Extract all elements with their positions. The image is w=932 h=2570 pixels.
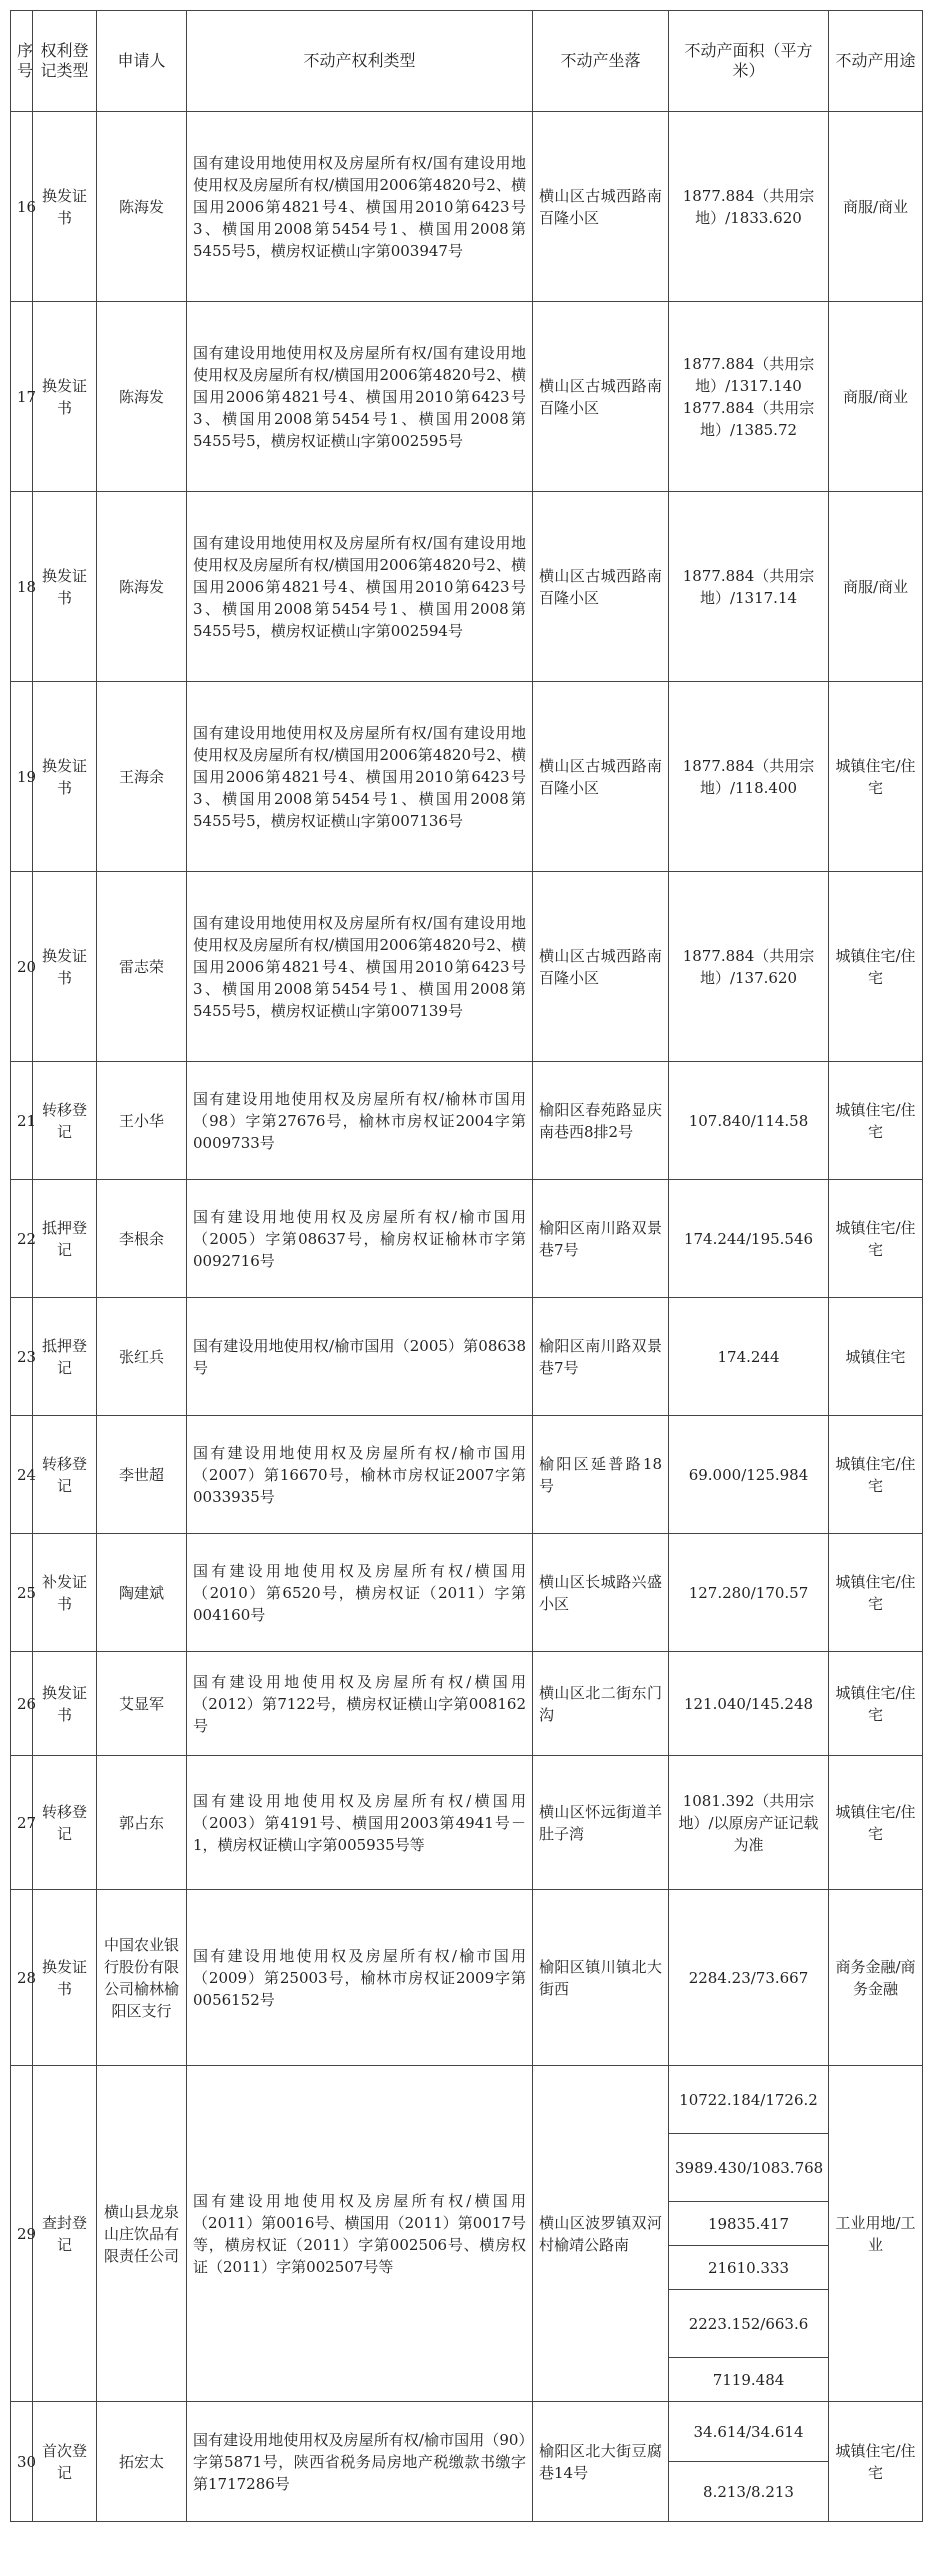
row-no: 19 [11,682,33,872]
right-type: 国有建设用地使用权及房屋所有权/横国用（2003）第4191号、横国用2003第4941号－1，横房权证横山字第005935号等 [187,1756,533,1890]
table-row [11,2402,923,2462]
area: 1877.884（共用宗地）/137.620 [669,872,829,1062]
usage: 商务金融/商务金融 [829,1890,923,2066]
table-row [11,1534,923,1652]
header-right-type: 不动产权利类型 [187,11,533,112]
table-row [11,1756,923,1890]
table-row [11,2066,923,2134]
usage: 城镇住宅/住宅 [829,1756,923,1890]
area: 2284.23/73.667 [669,1890,829,2066]
table-row [11,872,923,1062]
reg-type: 换发证书 [33,872,97,1062]
location: 榆阳区延普路18号 [533,1416,669,1534]
table-row [11,1652,923,1756]
area: 121.040/145.248 [669,1652,829,1756]
reg-type: 转移登记 [33,1756,97,1890]
header-reg-type: 权利登记类型 [33,11,97,112]
location: 横山区怀远街道羊肚子湾 [533,1756,669,1890]
applicant: 王海余 [97,682,187,872]
applicant: 中国农业银行股份有限公司榆林榆阳区支行 [97,1890,187,2066]
area: 174.244 [669,1298,829,1416]
applicant: 陈海发 [97,302,187,492]
applicant: 艾显军 [97,1652,187,1756]
applicant: 陶建斌 [97,1534,187,1652]
usage: 商服/商业 [829,492,923,682]
location: 横山区古城西路南百隆小区 [533,872,669,1062]
header-location: 不动产坐落 [533,11,669,112]
usage: 城镇住宅/住宅 [829,872,923,1062]
location: 横山区长城路兴盛小区 [533,1534,669,1652]
table-row [11,1062,923,1180]
usage: 工业用地/工业 [829,2066,923,2402]
row-no: 29 [11,2066,33,2402]
table-row [11,112,923,302]
usage: 城镇住宅/住宅 [829,1652,923,1756]
applicant: 李根余 [97,1180,187,1298]
applicant: 张红兵 [97,1298,187,1416]
row-no: 16 [11,112,33,302]
usage: 城镇住宅/住宅 [829,682,923,872]
usage: 商服/商业 [829,302,923,492]
area: 1877.884（共用宗地）/1317.140 1877.884（共用宗地）/1385.72 [669,302,829,492]
right-type: 国有建设用地使用权及房屋所有权/榆市国用（2009）第25003号，榆林市房权证2009字第0056152号 [187,1890,533,2066]
right-type: 国有建设用地使用权及房屋所有权/国有建设用地使用权及房屋所有权/横国用2006第4820号2、横国用2006第4821号4、横国用2010第6423号3、横国用2008第5454号1、横国用2008第5455号5，横房权证横山字第003947号 [187,112,533,302]
area: 1877.884（共用宗地）/1317.14 [669,492,829,682]
usage: 城镇住宅/住宅 [829,1534,923,1652]
area-sub: 19835.417 [669,2202,829,2246]
right-type: 国有建设用地使用权/榆市国用（2005）第08638号 [187,1298,533,1416]
right-type: 国有建设用地使用权及房屋所有权/国有建设用地使用权及房屋所有权/横国用2006第4820号2、横国用2006第4821号4、横国用2010第6423号3、横国用2008第5454号1、横国用2008第5455号5，横房权证横山字第007136号 [187,682,533,872]
location: 榆阳区南川路双景巷7号 [533,1298,669,1416]
table-row [11,1416,923,1534]
table-row [11,682,923,872]
usage: 城镇住宅/住宅 [829,2402,923,2522]
reg-type: 首次登记 [33,2402,97,2522]
reg-type: 换发证书 [33,302,97,492]
registry-table [10,10,923,2522]
row-no: 30 [11,2402,33,2522]
header-row [11,11,923,112]
applicant: 李世超 [97,1416,187,1534]
applicant: 陈海发 [97,492,187,682]
right-type: 国有建设用地使用权及房屋所有权/国有建设用地使用权及房屋所有权/横国用2006第4820号2、横国用2006第4821号4、横国用2010第6423号3、横国用2008第5454号1、横国用2008第5455号5，横房权证横山字第007139号 [187,872,533,1062]
area-sub: 8.213/8.213 [669,2462,829,2522]
right-type: 国有建设用地使用权及房屋所有权/榆市国用（90）字第5871号，陕西省税务局房地产税缴款书缴字第1717286号 [187,2402,533,2522]
usage: 城镇住宅/住宅 [829,1062,923,1180]
area: 69.000/125.984 [669,1416,829,1534]
location: 榆阳区镇川镇北大街西 [533,1890,669,2066]
reg-type: 换发证书 [33,1890,97,2066]
row-no: 27 [11,1756,33,1890]
usage: 城镇住宅/住宅 [829,1416,923,1534]
row-no: 18 [11,492,33,682]
area: 107.840/114.58 [669,1062,829,1180]
usage: 城镇住宅/住宅 [829,1180,923,1298]
location: 横山区古城西路南百隆小区 [533,682,669,872]
usage: 商服/商业 [829,112,923,302]
applicant: 郭占东 [97,1756,187,1890]
header-no: 序号 [11,11,33,112]
area: 1877.884（共用宗地）/118.400 [669,682,829,872]
location: 榆阳区南川路双景巷7号 [533,1180,669,1298]
row-no: 28 [11,1890,33,2066]
table-row [11,492,923,682]
reg-type: 转移登记 [33,1416,97,1534]
reg-type: 换发证书 [33,492,97,682]
area-sub: 3989.430/1083.768 [669,2134,829,2202]
applicant: 王小华 [97,1062,187,1180]
reg-type: 换发证书 [33,682,97,872]
row-no: 25 [11,1534,33,1652]
reg-type: 查封登记 [33,2066,97,2402]
location: 横山区波罗镇双河村榆靖公路南 [533,2066,669,2402]
reg-type: 转移登记 [33,1062,97,1180]
right-type: 国有建设用地使用权及房屋所有权/横国用（2011）第0016号、横国用（2011）第0017号等，横房权证（2011）字第002506号、横房权证（2011）字第002507号等 [187,2066,533,2402]
header-usage: 不动产用途 [829,11,923,112]
reg-type: 换发证书 [33,112,97,302]
applicant: 拓宏太 [97,2402,187,2522]
header-applicant: 申请人 [97,11,187,112]
table-row [11,1298,923,1416]
right-type: 国有建设用地使用权及房屋所有权/榆市国用（2005）字第08637号，榆房权证榆林市字第0092716号 [187,1180,533,1298]
area-sub: 7119.484 [669,2358,829,2402]
table-row [11,302,923,492]
right-type: 国有建设用地使用权及房屋所有权/横国用（2012）第7122号，横房权证横山字第008162号 [187,1652,533,1756]
row-no: 26 [11,1652,33,1756]
row-no: 20 [11,872,33,1062]
location: 横山区古城西路南百隆小区 [533,302,669,492]
location: 横山区古城西路南百隆小区 [533,492,669,682]
area: 1877.884（共用宗地）/1833.620 [669,112,829,302]
row-no: 23 [11,1298,33,1416]
row-no: 22 [11,1180,33,1298]
right-type: 国有建设用地使用权及房屋所有权/国有建设用地使用权及房屋所有权/横国用2006第4820号2、横国用2006第4821号4、横国用2010第6423号3、横国用2008第5454号1、横国用2008第5455号5，横房权证横山字第002595号 [187,302,533,492]
right-type: 国有建设用地使用权及房屋所有权/榆市国用（2007）第16670号，榆林市房权证2007字第0033935号 [187,1416,533,1534]
reg-type: 补发证书 [33,1534,97,1652]
location: 横山区古城西路南百隆小区 [533,112,669,302]
table-row [11,1890,923,2066]
area: 174.244/195.546 [669,1180,829,1298]
reg-type: 抵押登记 [33,1180,97,1298]
usage: 城镇住宅 [829,1298,923,1416]
right-type: 国有建设用地使用权及房屋所有权/榆林市国用（98）字第27676号，榆林市房权证2004字第0009733号 [187,1062,533,1180]
area-sub: 10722.184/1726.2 [669,2066,829,2134]
right-type: 国有建设用地使用权及房屋所有权/横国用（2010）第6520号，横房权证（2011）字第004160号 [187,1534,533,1652]
header-area: 不动产面积（平方米） [669,11,829,112]
reg-type: 换发证书 [33,1652,97,1756]
reg-type: 抵押登记 [33,1298,97,1416]
right-type: 国有建设用地使用权及房屋所有权/国有建设用地使用权及房屋所有权/横国用2006第4820号2、横国用2006第4821号4、横国用2010第6423号3、横国用2008第5454号1、横国用2008第5455号5，横房权证横山字第002594号 [187,492,533,682]
area-sub: 21610.333 [669,2246,829,2290]
row-no: 24 [11,1416,33,1534]
row-no: 17 [11,302,33,492]
location: 榆阳区北大街豆腐巷14号 [533,2402,669,2522]
row-no: 21 [11,1062,33,1180]
applicant: 雷志荣 [97,872,187,1062]
location: 横山区北二街东门沟 [533,1652,669,1756]
applicant: 横山县龙泉山庄饮品有限责任公司 [97,2066,187,2402]
area-sub: 34.614/34.614 [669,2402,829,2462]
location: 榆阳区春苑路显庆南巷西8排2号 [533,1062,669,1180]
area: 127.280/170.57 [669,1534,829,1652]
table-row [11,1180,923,1298]
area-sub: 2223.152/663.6 [669,2290,829,2358]
area: 1081.392（共用宗地）/以原房产证记载为准 [669,1756,829,1890]
applicant: 陈海发 [97,112,187,302]
